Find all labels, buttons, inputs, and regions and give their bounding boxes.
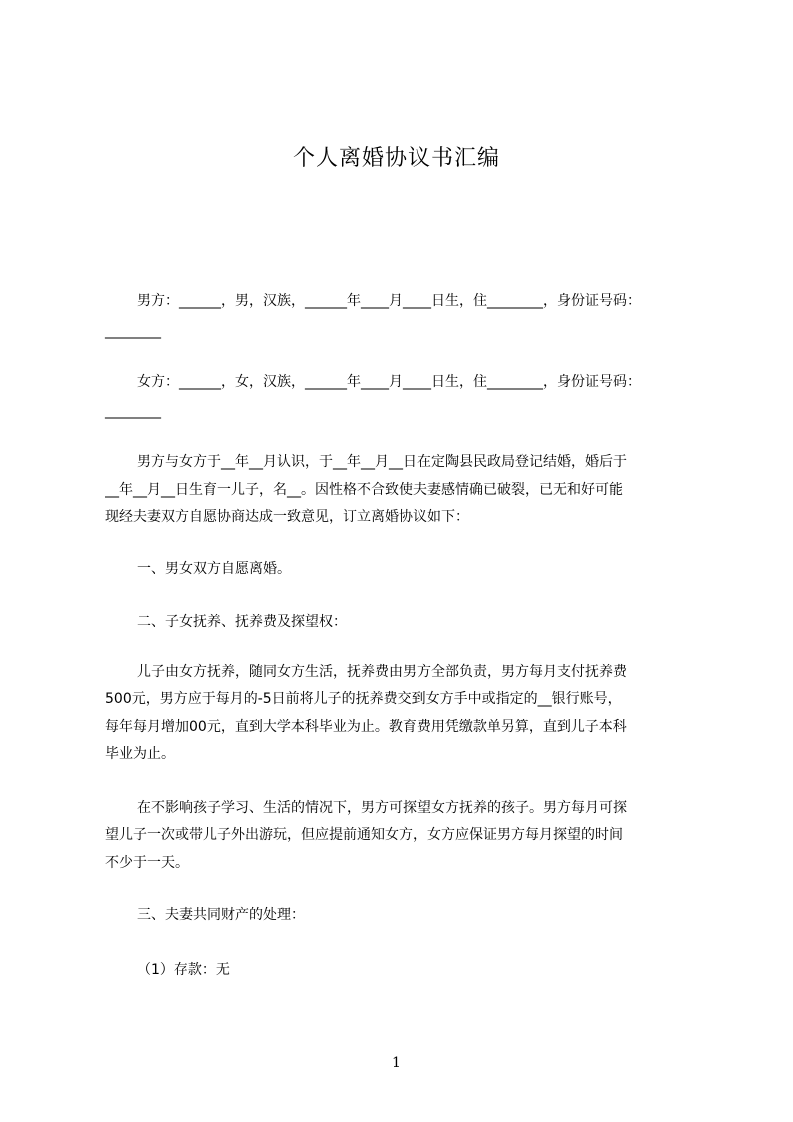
visitation-paragraph-line-1: 在不影响孩子学习、生活的情况下，男方可探望女方抚养的孩子。男方每月可探 <box>137 800 627 816</box>
custody-paragraph-line-1: 儿子由女方抚养，随同女方生活，抚养费由男方全部负责，男方每月支付抚养费 <box>137 664 627 680</box>
custody-paragraph-line-2: 500元，男方应于每月的-5日前将儿子的抚养费交到女方手中或指定的__银行账号， <box>105 691 622 707</box>
section-heading-3: 三、夫妻共同财产的处理： <box>137 907 305 923</box>
male-id-number-blank: ________ <box>105 323 161 339</box>
custody-paragraph-line-3: 每年每月增加00元，直到大学本科毕业为止。教育费用凭缴款单另算，直到儿子本科 <box>105 719 627 735</box>
section-heading-2: 二、子女抚养、抚养费及探望权： <box>137 614 347 630</box>
female-id-number-blank: ________ <box>105 403 161 419</box>
property-item-1: （1）存款：无 <box>137 962 230 978</box>
visitation-paragraph-line-2: 望儿子一次或带儿子外出游玩，但应提前通知女方，女方应保证男方每月探望的时间 <box>105 827 623 843</box>
section-heading-1: 一、男女双方自愿离婚。 <box>137 561 291 577</box>
male-party-line: 男方：______，男，汉族，______年____月____日生，住________，身份证号码： <box>137 293 641 309</box>
document-title: 个人离婚协议书汇编 <box>292 146 500 171</box>
visitation-paragraph-line-3: 不少于一天。 <box>105 855 189 871</box>
intro-paragraph-line-1: 男方与女方于__年__月认识，于__年__月__日在定陶县民政局登记结婚，婚后于 <box>137 454 627 470</box>
intro-paragraph-line-2: __年__月__日生育一儿子，名__。因性格不合致使夫妻感情确已破裂，已无和好可能 <box>105 482 623 498</box>
custody-paragraph-line-4: 毕业为止。 <box>105 746 175 762</box>
page-number: 1 <box>392 1055 401 1071</box>
intro-paragraph-line-3: 现经夫妻双方自愿协商达成一致意见，订立离婚协议如下： <box>105 509 469 525</box>
female-party-line: 女方：______，女，汉族，______年____月____日生，住________，身份证号码： <box>137 374 641 390</box>
